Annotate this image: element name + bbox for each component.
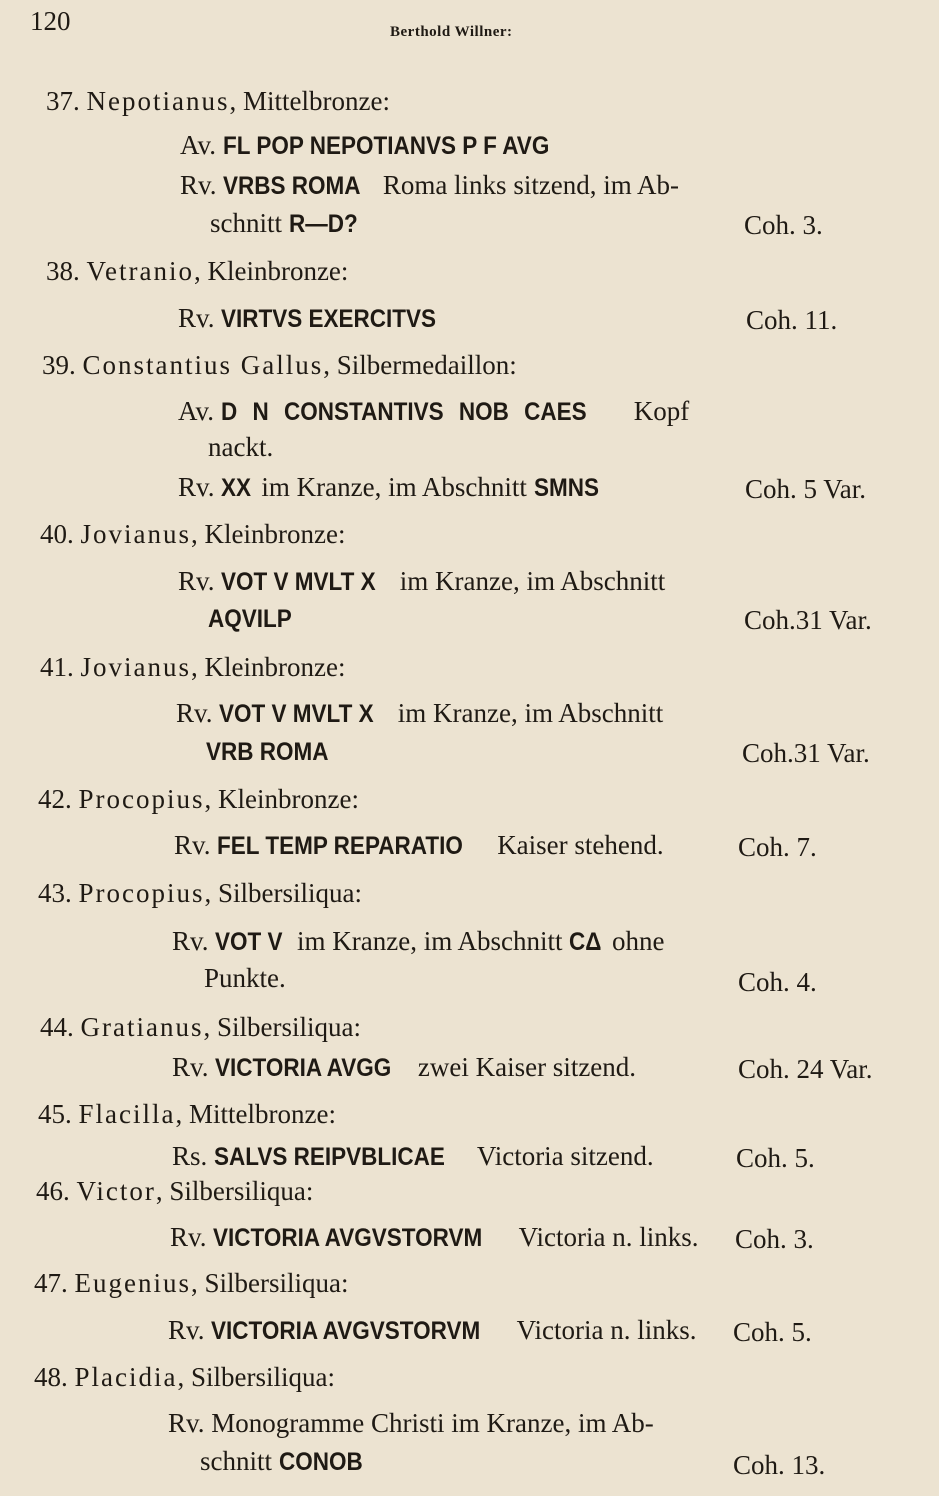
coin-legend: FEL TEMP REPARATIO: [217, 832, 464, 860]
entry-heading: 42. Procopius, Kleinbronze:: [38, 784, 359, 814]
cohen-reference: Coh. 24 Var.: [738, 1054, 873, 1084]
coin-legend: VOT V MVLT X: [221, 568, 376, 596]
reverse-continuation: [208, 605, 301, 632]
reverse-line: Rv. Monogramme Christi im Kranze, im Ab-: [168, 1408, 654, 1438]
entry-heading: 46. Victor, Silbersiliqua:: [36, 1176, 314, 1206]
cohen-reference: Coh. 7.: [738, 832, 817, 862]
ruler-name: Gratianus: [80, 1012, 204, 1042]
reverse-line: Rv. VICTORIA AVGG zwei Kaiser sitzend.: [172, 1052, 637, 1082]
reverse-line: Rv. VRBS ROMA Roma links sitzend, im Ab-: [180, 170, 680, 200]
entry-heading: 39. Constantius Gallus, Silbermedaillon:: [42, 350, 517, 380]
coin-legend: CΔ: [569, 928, 602, 956]
coin-legend: SALVS REIPVBLICAE: [214, 1143, 445, 1171]
cohen-reference: Coh. 5.: [733, 1317, 812, 1347]
ruler-name: Jovianus: [80, 519, 191, 549]
cohen-reference: Coh. 3.: [735, 1224, 814, 1254]
reverse-continuation: schnitt R—D?: [210, 208, 358, 238]
ruler-name: Placidia: [74, 1362, 178, 1392]
cohen-reference: Coh.31 Var.: [744, 605, 872, 635]
cohen-reference: Coh. 13.: [733, 1450, 826, 1480]
ruler-name: Flacilla: [78, 1099, 176, 1129]
reverse-line: Rv. VIRTVS EXERCITVS: [178, 303, 437, 333]
entry-heading: 48. Placidia, Silbersiliqua:: [34, 1362, 335, 1392]
obverse-line: Av. D N CONSTANTIVS NOB CAES Kopf: [178, 396, 690, 426]
cohen-reference: Coh. 4.: [738, 967, 817, 997]
page-number: 120: [30, 6, 71, 36]
cohen-reference: Coh. 11.: [746, 305, 838, 335]
coin-legend: XX: [221, 474, 252, 502]
ruler-name: Nepotianus: [86, 86, 230, 116]
ruler-name: Victor: [76, 1176, 156, 1206]
cohen-reference: Coh. 5.: [736, 1143, 815, 1173]
reverse-line: Rv. VICTORIA AVGVSTORVM Victoria n. links.: [168, 1315, 697, 1345]
entry-heading: 47. Eugenius, Silbersiliqua:: [34, 1268, 349, 1298]
coin-legend: VRB ROMA: [206, 738, 329, 766]
ruler-name: Constantius Gallus: [82, 350, 324, 380]
ruler-name: Procopius: [78, 878, 205, 908]
reverse-line: Rv. VOT V MVLT X im Kranze, im Abschnitt: [176, 698, 664, 728]
ruler-name: Jovianus: [80, 652, 191, 682]
coin-legend: VOT V: [215, 928, 283, 956]
coin-legend: VICTORIA AVGVSTORVM: [211, 1317, 481, 1345]
coin-legend: VOT V MVLT X: [219, 700, 374, 728]
reverse-continuation: [206, 738, 342, 765]
coin-legend: VRBS ROMA: [223, 172, 361, 200]
coin-legend: VICTORIA AVGG: [215, 1054, 392, 1082]
reverse-line: Rv. VICTORIA AVGVSTORVM Victoria n. links.: [170, 1222, 699, 1252]
coin-legend: AQVILP: [208, 605, 292, 633]
coin-legend: CONOB: [278, 1448, 363, 1476]
ruler-name: Vetranio: [86, 256, 194, 286]
running-head: Berthold Willner:: [390, 24, 513, 40]
reverse-line: Rv. XX im Kranze, im Abschnitt SMNS: [178, 472, 599, 502]
entry-heading: 41. Jovianus, Kleinbronze:: [40, 652, 346, 682]
coin-legend: FL POP NEPOTIANVS P F AVG: [222, 132, 550, 160]
entry-heading: 45. Flacilla, Mittelbronze:: [38, 1099, 336, 1129]
coin-legend: VICTORIA AVGVSTORVM: [213, 1224, 483, 1252]
reverse-line: Rv. VOT V im Kranze, im Abschnitt CΔ ohne: [172, 926, 665, 956]
entry-heading: 38. Vetranio, Kleinbronze:: [46, 256, 349, 286]
reverse-line: Rv. FEL TEMP REPARATIO Kaiser stehend.: [174, 830, 664, 860]
coin-legend: SMNS: [533, 474, 599, 502]
cohen-reference: Coh. 3.: [744, 210, 823, 240]
entry-heading: 37. Nepotianus, Mittelbronze:: [46, 86, 390, 116]
coin-legend: R—D?: [288, 210, 358, 238]
reverse-line: Rv. VOT V MVLT X im Kranze, im Abschnitt: [178, 566, 666, 596]
obverse-line: Av. FL POP NEPOTIANVS P F AVG: [180, 130, 550, 160]
entry-heading: 40. Jovianus, Kleinbronze:: [40, 519, 346, 549]
entry-heading: 43. Procopius, Silbersiliqua:: [38, 878, 362, 908]
reverse-continuation: Punkte.: [204, 963, 286, 993]
cohen-reference: Coh.31 Var.: [742, 738, 870, 768]
reverse-continuation: schnitt CONOB: [200, 1446, 363, 1476]
obverse-continuation: nackt.: [208, 432, 274, 462]
ruler-name: Procopius: [78, 784, 205, 814]
entry-heading: 44. Gratianus, Silbersiliqua:: [40, 1012, 361, 1042]
ruler-name: Eugenius: [74, 1268, 191, 1298]
reverse-line: Rs. SALVS REIPVBLICAE Victoria sitzend.: [172, 1141, 654, 1171]
cohen-reference: Coh. 5 Var.: [745, 474, 867, 504]
coin-legend: D N CONSTANTIVS NOB CAES: [220, 398, 587, 426]
coin-legend: VIRTVS EXERCITVS: [221, 305, 437, 333]
